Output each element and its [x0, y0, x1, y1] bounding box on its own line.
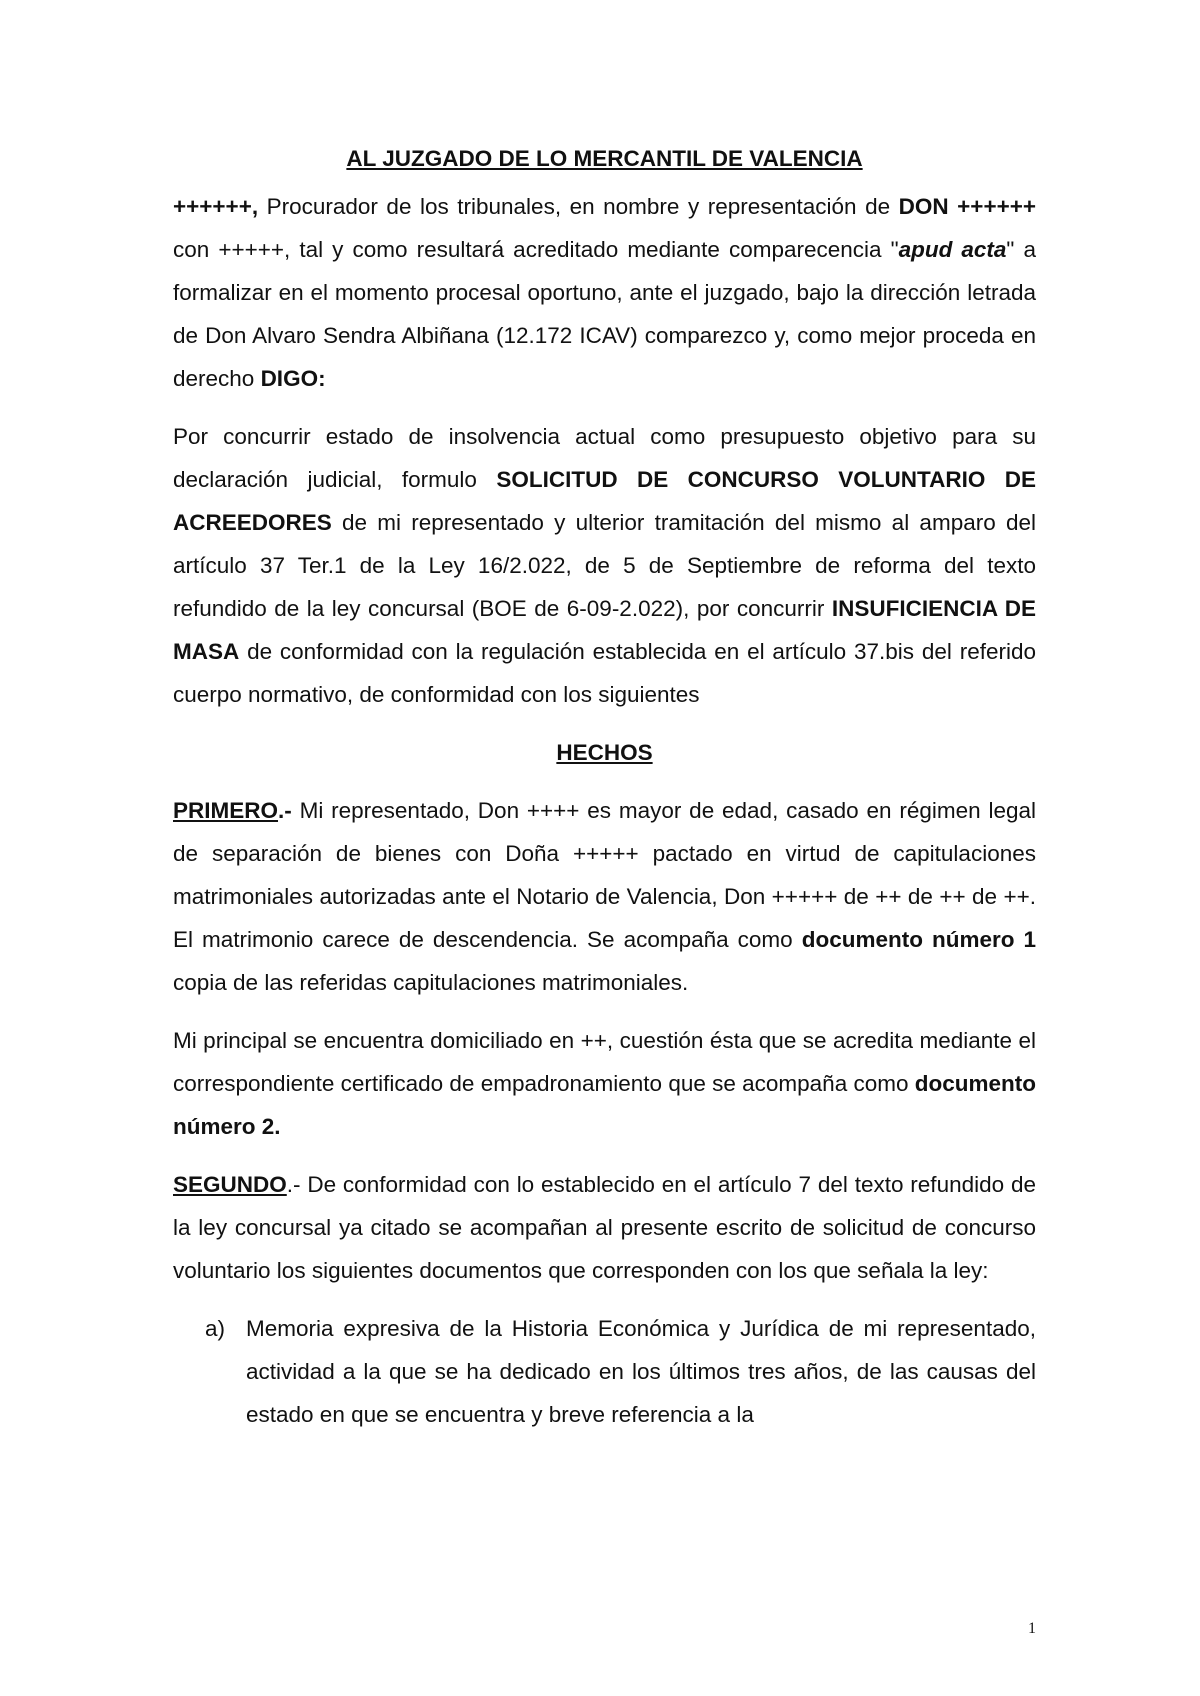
solicitud-paragraph — [173, 415, 1036, 716]
list-text-a: Memoria expresiva de la Historia Económica y Jurídica de mi representado, actividad a la que se ha dedicado en los últimos tres años, de las causas del estado en que se encuentra y breve referencia a la — [246, 1316, 1036, 1427]
documento-2: documento número 2. — [173, 1071, 1036, 1139]
intro-text-1: Procurador de los tribunales, en nombre y representación de — [258, 194, 899, 219]
list-marker-a: a) — [205, 1316, 226, 1341]
documento-1: documento número 1 — [801, 927, 1036, 952]
segundo-paragraph — [173, 1163, 1036, 1292]
primero-paragraph — [173, 789, 1036, 1004]
intro-text-2: con +++++, tal y como resultará acreditado mediante comparecencia " — [173, 237, 899, 262]
primero-text-2: copia de las referidas capitulaciones matrimoniales. — [173, 970, 689, 995]
domicilio-text: Mi principal se encuentra domiciliado en ++, cuestión ésta que se acredita mediante el correspondiente certificado de empadronamiento que se acompaña como — [173, 1028, 1036, 1096]
solicitud-text-2: de mi representado y ulterior tramitación del mismo al amparo del artículo 37 Ter.1 de la Ley 16/2.022, de 5 de Septiembre de reforma del texto refundido de la ley concursal (BOE de 6-09-2.022), por concurrir — [173, 510, 1036, 621]
solicitud-text-3: de conformidad con la regulación establecida en el artículo 37.bis del referido cuerpo normativo, de conformidad con los siguientes — [173, 639, 1036, 707]
primero-text-1: Mi representado, Don ++++ es mayor de edad, casado en régimen legal de separación de bienes con Doña +++++ pactado en virtud de capitulaciones matrimoniales autorizadas ante el Notario de Valencia, Don +++++ de ++ de ++ de ++. El matrimonio carece de descendencia. Se acompaña como — [173, 798, 1036, 952]
segundo-label: SEGUNDO — [173, 1172, 287, 1197]
document-body — [173, 137, 1036, 1436]
segundo-separator: .- — [286, 1172, 301, 1197]
digo-label: DIGO: — [260, 366, 326, 391]
apud-acta: apud acta — [898, 237, 1007, 262]
insuficiencia-masa: INSUFICIENCIA DE MASA — [173, 596, 1036, 664]
domicilio-paragraph — [173, 1019, 1036, 1148]
solicitud-text-1: Por concurrir estado de insolvencia actual como presupuesto objetivo para su declaración judicial, formulo — [173, 424, 1036, 492]
list-item-a — [173, 1307, 1036, 1436]
hechos-heading: HECHOS — [556, 740, 653, 765]
intro-text-3: " a formalizar en el momento procesal oportuno, ante el juzgado, bajo la dirección letrada de Don Alvaro Sendra Albiñana (12.172 ICAV) comparezco y, como mejor proceda en derecho — [173, 237, 1036, 391]
primero-label: PRIMERO — [173, 798, 279, 823]
client-name: DON ++++++ — [898, 194, 1036, 219]
segundo-text: De conformidad con lo establecido en el artículo 7 del texto refundido de la ley concursal ya citado se acompañan al presente escrito de solicitud de concurso voluntario los siguientes documentos que corresponden con los que señala la ley: — [173, 1172, 1036, 1283]
primero-separator: .- — [278, 798, 292, 823]
procurador-name: ++++++, — [173, 194, 259, 219]
solicitud-concurso: SOLICITUD DE CONCURSO VOLUNTARIO DE ACREEDORES — [173, 467, 1036, 535]
document-title: AL JUZGADO DE LO MERCANTIL DE VALENCIA — [346, 146, 863, 171]
page-number-value: 1 — [1028, 1620, 1036, 1637]
intro-paragraph — [173, 185, 1036, 400]
